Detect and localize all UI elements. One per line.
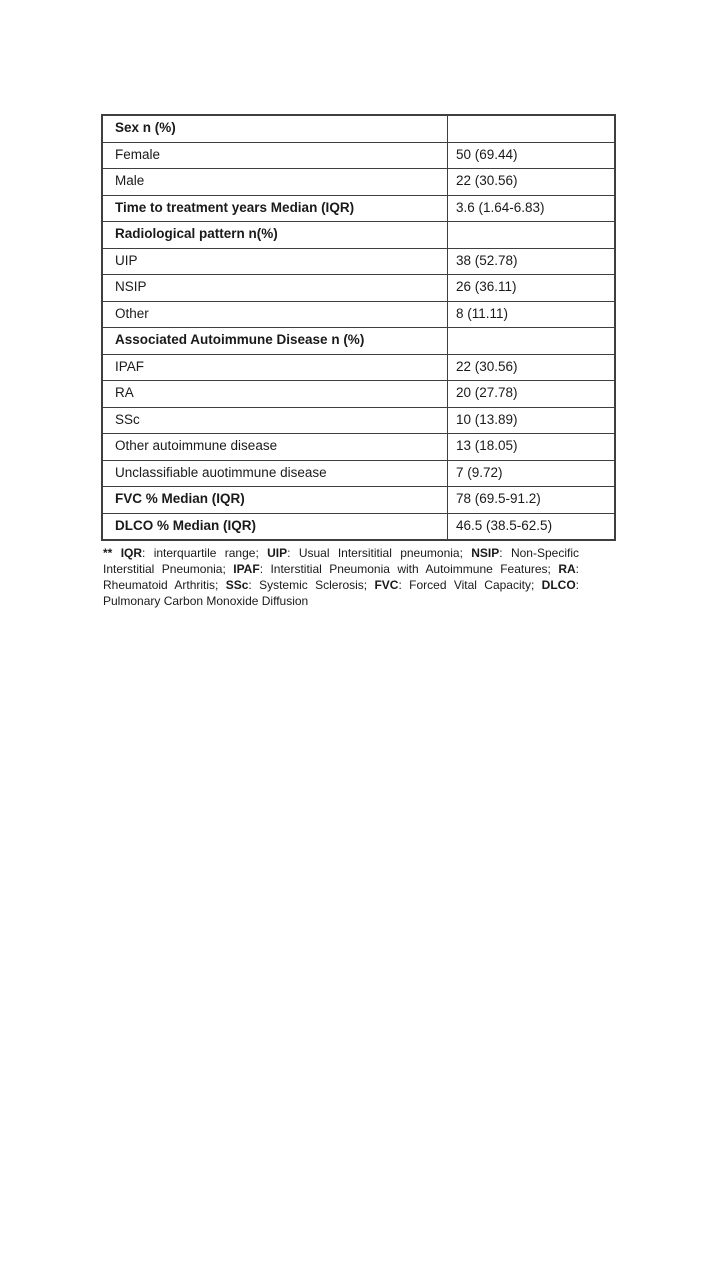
row-label: Radiological pattern n(%) xyxy=(102,222,448,249)
table-row xyxy=(102,169,615,196)
table-row xyxy=(102,513,615,540)
footnote-term: RA xyxy=(558,562,576,576)
table-row xyxy=(102,434,615,461)
row-value xyxy=(448,115,616,142)
table-row xyxy=(102,142,615,169)
footnote-desc: : interquartile range; xyxy=(142,546,268,560)
row-label: Female xyxy=(102,142,448,169)
table-row xyxy=(102,487,615,514)
table-row xyxy=(102,328,615,355)
footnote-marker: ** xyxy=(103,546,113,560)
footnote-term: IPAF xyxy=(233,562,260,576)
row-label: SSc xyxy=(102,407,448,434)
footnote-desc: : Systemic Sclerosis; xyxy=(248,578,375,592)
patient-characteristics-table-body xyxy=(102,115,615,540)
footnote-term: UIP xyxy=(267,546,288,560)
table-row xyxy=(102,407,615,434)
row-value: 13 (18.05) xyxy=(448,434,616,461)
row-label: Unclassifiable auotimmune disease xyxy=(102,460,448,487)
table-row xyxy=(102,248,615,275)
abbreviations-footnote xyxy=(103,545,579,609)
table-row xyxy=(102,115,615,142)
row-value: 7 (9.72) xyxy=(448,460,616,487)
row-label: Other xyxy=(102,301,448,328)
row-value: 78 (69.5-91.2) xyxy=(448,487,616,514)
row-value: 8 (11.11) xyxy=(448,301,616,328)
patient-characteristics-table xyxy=(101,114,616,541)
row-value: 22 (30.56) xyxy=(448,169,616,196)
table-row xyxy=(102,275,615,302)
row-label: UIP xyxy=(102,248,448,275)
row-label: Time to treatment years Median (IQR) xyxy=(102,195,448,222)
row-value: 50 (69.44) xyxy=(448,142,616,169)
table-row xyxy=(102,301,615,328)
table-row xyxy=(102,460,615,487)
table-row xyxy=(102,222,615,249)
row-value: 38 (52.78) xyxy=(448,248,616,275)
footnote-term: SSc xyxy=(225,578,249,592)
row-value: 26 (36.11) xyxy=(448,275,616,302)
footnote-desc: : Pulmonary Carbon Monoxide Diffusion xyxy=(103,578,579,608)
footnote-desc: : Forced Vital Capacity; xyxy=(398,578,542,592)
footnote-term: DLCO xyxy=(541,578,576,592)
row-label: DLCO % Median (IQR) xyxy=(102,513,448,540)
row-value xyxy=(448,328,616,355)
row-label: Sex n (%) xyxy=(102,115,448,142)
row-label: NSIP xyxy=(102,275,448,302)
table-row xyxy=(102,381,615,408)
row-label: Other autoimmune disease xyxy=(102,434,448,461)
footnote-term: IQR xyxy=(120,546,143,560)
row-label: Associated Autoimmune Disease n (%) xyxy=(102,328,448,355)
footnote-desc: : Interstitial Pneumonia with Autoimmune Features; xyxy=(259,562,559,576)
row-value xyxy=(448,222,616,249)
footnote-desc: : Rheumatoid Arthritis; xyxy=(103,562,579,592)
row-value: 20 (27.78) xyxy=(448,381,616,408)
row-label: Male xyxy=(102,169,448,196)
footnote-desc: : Usual Intersititial pneumonia; xyxy=(287,546,472,560)
footnote-desc: : Non-Specific Interstitial Pneumonia; xyxy=(103,546,579,576)
row-label: RA xyxy=(102,381,448,408)
row-value: 3.6 (1.64-6.83) xyxy=(448,195,616,222)
row-value: 10 (13.89) xyxy=(448,407,616,434)
row-label: IPAF xyxy=(102,354,448,381)
table-row xyxy=(102,195,615,222)
footnote-term: FVC xyxy=(374,578,399,592)
footnote-term: NSIP xyxy=(471,546,500,560)
row-label: FVC % Median (IQR) xyxy=(102,487,448,514)
row-value: 22 (30.56) xyxy=(448,354,616,381)
row-value: 46.5 (38.5-62.5) xyxy=(448,513,616,540)
table-row xyxy=(102,354,615,381)
